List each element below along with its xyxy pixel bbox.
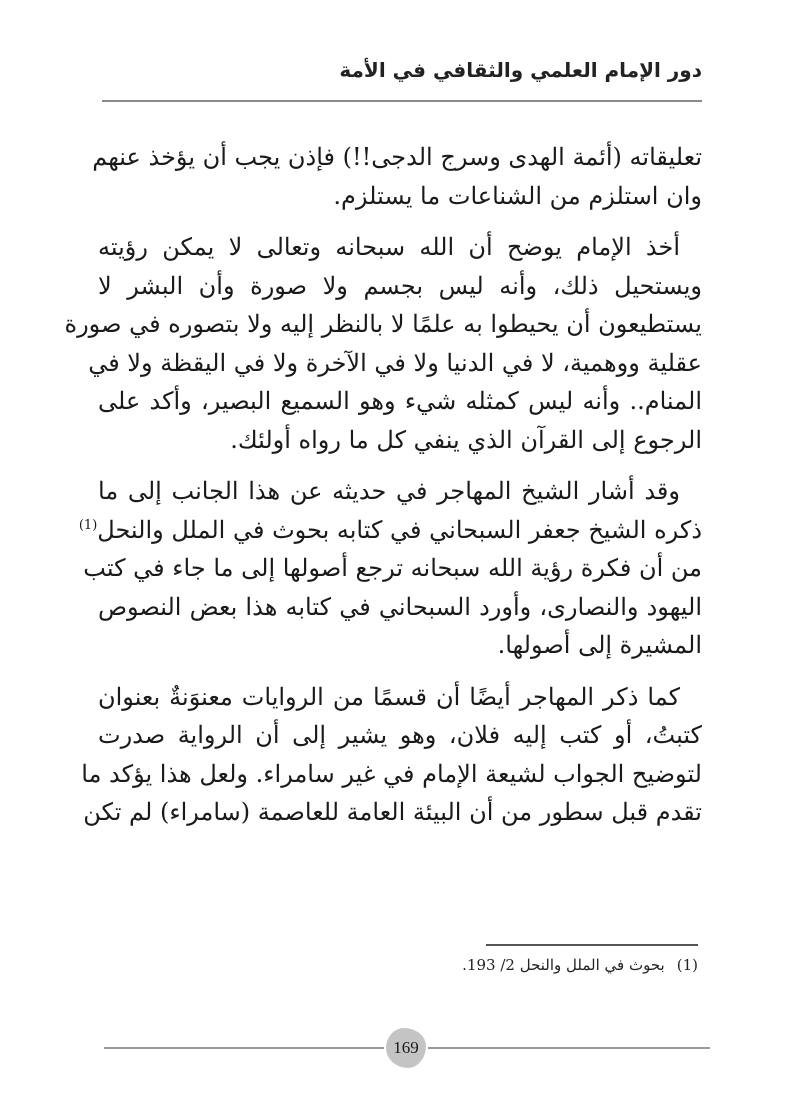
text-line: الرجوع إلى القرآن الذي ينفي كل ما رواه أولئك. (230, 425, 702, 454)
text-line: ذكره الشيخ جعفر السبحاني في كتابه بحوث في الملل والنحل$^{(1)}$ (78, 515, 702, 544)
footer-rule-right (428, 1047, 710, 1049)
footnote-number: (1) (676, 956, 698, 974)
text-line: المنام.. وأنه ليس كمثله شيء وهو السميع البصير، وأكد على (98, 387, 702, 415)
text-line: عقلية ووهمية، لا في الدنيا ولا في الآخرة ولا في اليقظة ولا في (88, 348, 702, 377)
footnote-text: بحوث في الملل والنحل 2/ 193. (462, 956, 665, 974)
text-line: أخذ الإمام يوضح أن الله سبحانه وتعالى لا يمكن رؤيته (98, 233, 680, 261)
paragraph (78, 472, 702, 665)
text-line: اليهود والنصارى، وأورد السبحاني في كتابه هذا بعض النصوص (98, 592, 702, 621)
paragraph (92, 138, 702, 215)
text-line: يستطيعون أن يحيطوا به علمًا لا بالنظر إليه ولا بتصوره في صورة (64, 310, 702, 338)
footnote-separator (486, 944, 698, 946)
header-rule (102, 100, 702, 102)
footer-rule-left (104, 1047, 384, 1049)
footnote-reference[interactable]: (1) (78, 517, 98, 533)
text-line: كتبتُ، أو كتب إليه فلان، وهو يشير إلى أن الرواية صدرت (98, 721, 702, 749)
text-line: المشيرة إلى أصولها. (497, 631, 702, 659)
running-header-title: دور الإمام العلمي والثقافي في الأمة (339, 58, 702, 82)
text-line: من أن فكرة رؤية الله سبحانه ترجع أصولها إلى ما جاء في كتب (83, 554, 702, 582)
text-line: وقد أشار الشيخ المهاجر في حديثه عن هذا الجانب إلى ما (98, 477, 680, 505)
text-line: وان استلزم من الشناعات ما يستلزم. (333, 181, 702, 210)
footnote (462, 956, 698, 974)
page-number: 169 (393, 1038, 419, 1057)
text-line: ويستحيل ذلك، وأنه ليس بجسم ولا صورة وأن البشر لا (98, 271, 703, 300)
page-number-badge (386, 1028, 426, 1068)
paragraph (64, 228, 703, 459)
paragraph (81, 678, 702, 832)
text-line: تقدم قبل سطور من أن البيئة العامة للعاصمة (سامراء) لم تكن (83, 798, 702, 826)
text-line: تعليقاته (أئمة الهدى وسرج الدجى!!) فإذن يجب أن يؤخذ عنهم (92, 143, 702, 171)
body-text (64, 138, 703, 845)
text-line: لتوضيح الجواب لشيعة الإمام في غير سامراء. ولعل هذا يؤكد ما (81, 759, 702, 788)
text-line: كما ذكر المهاجر أيضًا أن قسمًا من الروايات معنوَنةٌ بعنوان (98, 682, 680, 711)
